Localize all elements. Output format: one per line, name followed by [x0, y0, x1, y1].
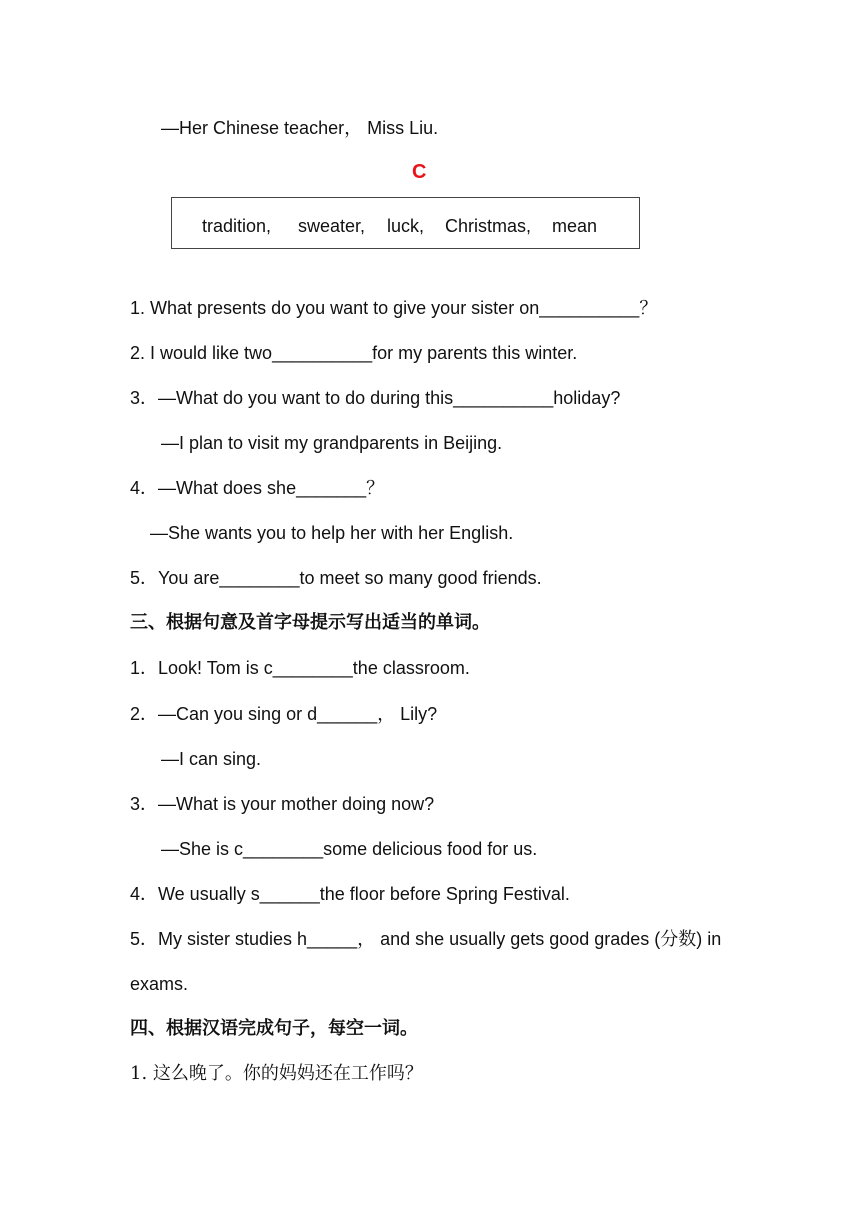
word-bank-item: luck,	[387, 216, 425, 236]
word-bank-box	[171, 197, 640, 249]
word-bank-item: tradition,	[202, 216, 272, 236]
word-bank-item: sweater,	[298, 216, 366, 236]
question-line: 1. What presents do you want to give your sister on__________？	[130, 298, 658, 318]
section-c-label: C	[412, 161, 427, 183]
section-3-heading: 三、根据句意及首字母提示写出适当的单词。	[130, 612, 490, 633]
question-line: 5．My sister studies h_____， and she usually gets good grades (分数) in	[130, 929, 722, 949]
answer-line: —She is c________some delicious food for us.	[161, 839, 538, 859]
question-line: 3．—What do you want to do during this__________holiday?	[130, 388, 621, 408]
question-line: 1．Look! Tom is c________the classroom.	[130, 658, 470, 678]
question-line: 1. 这么晚了。你的妈妈还在工作吗？	[130, 1063, 423, 1084]
question-line: 3．—What is your mother doing now?	[130, 794, 435, 814]
answer-line: —I can sing.	[161, 749, 262, 769]
word-bank-item: mean	[552, 216, 598, 236]
answer-line: —She wants you to help her with her English.	[150, 523, 514, 543]
word-bank-item: Christmas,	[445, 216, 532, 236]
question-line: 2．—Can you sing or d______， Lily?	[130, 704, 438, 724]
question-line: 4．We usually s______the floor before Spring Festival.	[130, 884, 570, 904]
question-line: 4．—What does she_______？	[130, 478, 385, 498]
question-line: 2. I would like two__________for my parents this winter.	[130, 343, 578, 363]
question-line: 5．You are________to meet so many good friends.	[130, 568, 542, 588]
top-answer: —Her Chinese teacher， Miss Liu.	[161, 118, 439, 138]
answer-line: —I plan to visit my grandparents in Beijing.	[161, 433, 503, 453]
section-4-heading: 四、根据汉语完成句子，每空一词。	[130, 1018, 418, 1039]
question-continuation: exams.	[130, 974, 189, 994]
